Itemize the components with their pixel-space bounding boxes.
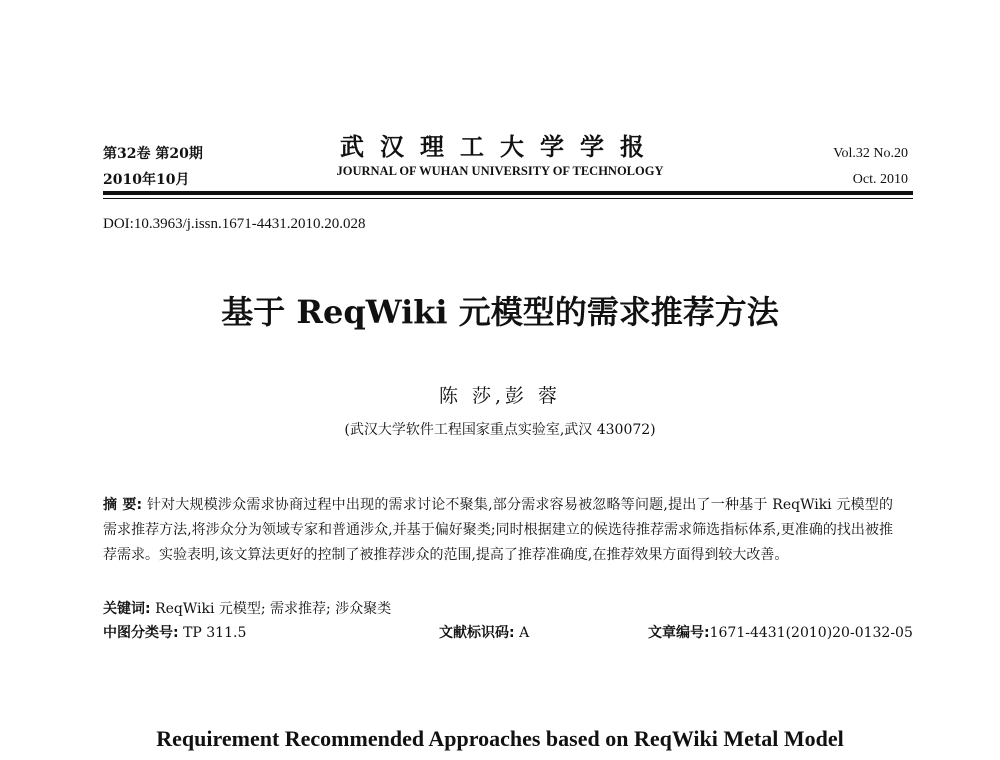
article-number-value: 1671-4431(2010)20-0132-05 [709, 625, 913, 641]
keywords-label: 关键词: [103, 601, 151, 617]
abstract [103, 493, 893, 568]
keywords-text: ReqWiki 元模型; 需求推荐; 涉众聚类 [155, 601, 392, 617]
volume-info [833, 141, 908, 193]
abstract-text: 针对大规模涉众需求协商过程中出现的需求讨论不聚集,部分需求容易被忽略等问题,提出了一种基于 ReqWiki 元模型的需求推荐方法,将涉众分为领域专家和普通涉众,并基于偏好聚类;同时根据建立的候选待推荐需求筛选指标体系,更准确的找出被推荐需求。实验表明,该文算法更好的控制了被推荐涉众的范围,提高了推荐准确度,在推荐效果方面得到较大改善。 [103, 497, 893, 563]
volume-number: Vol.32 No.20 [833, 146, 908, 161]
classification-row [103, 622, 913, 644]
journal-name-en: JOURNAL OF WUHAN UNIVERSITY OF TECHNOLOGY [336, 164, 664, 178]
keywords [103, 598, 391, 620]
article-number [648, 622, 913, 644]
paper-title: 基于 ReqWiki 元模型的需求推荐方法 [221, 293, 779, 331]
document-code [439, 622, 529, 644]
english-title: Requirement Recommended Approaches based on ReqWiki Metal Model [156, 726, 844, 751]
article-number-label: 文章编号: [648, 625, 710, 641]
doc-code-value: A [519, 625, 530, 641]
clc-label: 中图分类号: [103, 625, 179, 641]
doc-code-label: 文献标识码: [439, 625, 515, 641]
volume-date: Oct. 2010 [852, 172, 908, 187]
clc-value: TP 311.5 [183, 625, 247, 641]
authors: 陈 莎,彭 蓉 [438, 385, 562, 407]
doi: DOI:10.3963/j.issn.1671-4431.2010.20.028 [103, 216, 366, 232]
abstract-label: 摘 要: [103, 497, 143, 513]
affiliation: (武汉大学软件工程国家重点实验室,武汉 430072) [344, 422, 656, 438]
issue-date: 2010年10月 [103, 172, 190, 188]
issue-volume: 第32卷 第20期 [103, 146, 203, 162]
header-rule-thick [103, 191, 913, 195]
clc-code [103, 625, 246, 641]
header-rule-thin [103, 198, 913, 199]
journal-name-cn: 武汉理工大学学报 [340, 132, 660, 161]
